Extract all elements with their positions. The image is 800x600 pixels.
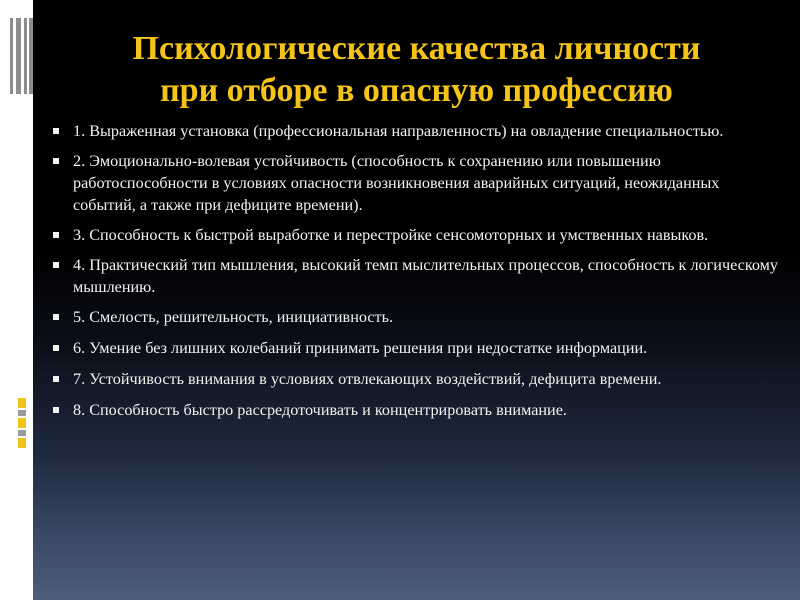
list-item-text: 7. Устойчивость внимания в условиях отвлекающих воздействий, дефицита времени. bbox=[73, 370, 662, 388]
slide-title-line-1: Психологические качества личности bbox=[132, 30, 701, 67]
slide-title-line-2: при отборе в опасную профессию bbox=[160, 72, 673, 109]
list-item bbox=[53, 337, 783, 359]
bullet-icon bbox=[53, 314, 59, 320]
list-item bbox=[53, 306, 783, 328]
bullet-icon bbox=[53, 128, 59, 134]
list-item-text: 3. Способность к быстрой выработке и перестройке сенсомоторных и умственных навыков. bbox=[73, 226, 709, 244]
left-margin bbox=[0, 0, 33, 600]
list-item-text: 2. Эмоционально-волевая устойчивость (способность к сохранению или повышению работоспособности в условиях опасности возникновения аварийных ситуаций, неожиданных событий, а также при дефиците времени). bbox=[73, 152, 720, 214]
bullet-icon bbox=[53, 376, 59, 382]
list-item bbox=[53, 399, 783, 421]
list-item bbox=[53, 120, 783, 142]
list-item bbox=[53, 224, 783, 246]
decorative-bars-bottom bbox=[18, 398, 32, 448]
list-item-text: 5. Смелость, решительность, инициативность. bbox=[73, 308, 394, 326]
bullet-icon bbox=[53, 262, 59, 268]
bullet-icon bbox=[53, 158, 59, 164]
list-item bbox=[53, 150, 783, 216]
list-item bbox=[53, 368, 783, 390]
list-item-text: 4. Практический тип мышления, высокий темп мыслительных процессов, способность к логическому мышлению. bbox=[73, 256, 779, 296]
bullet-icon bbox=[53, 345, 59, 351]
slide bbox=[33, 0, 800, 600]
list-item-text: 1. Выраженная установка (профессиональная направленность) на овладение специальностью. bbox=[73, 122, 724, 140]
slide-title bbox=[33, 28, 800, 112]
decorative-bars-top bbox=[10, 18, 34, 94]
list-item-text: 6. Умение без лишних колебаний принимать решения при недостатке информации. bbox=[73, 339, 648, 357]
bullet-icon bbox=[53, 407, 59, 413]
qualities-list bbox=[53, 120, 783, 421]
list-item bbox=[53, 254, 783, 298]
bullet-icon bbox=[53, 232, 59, 238]
list-item-text: 8. Способность быстро рассредоточивать и концентрировать внимание. bbox=[73, 401, 567, 419]
